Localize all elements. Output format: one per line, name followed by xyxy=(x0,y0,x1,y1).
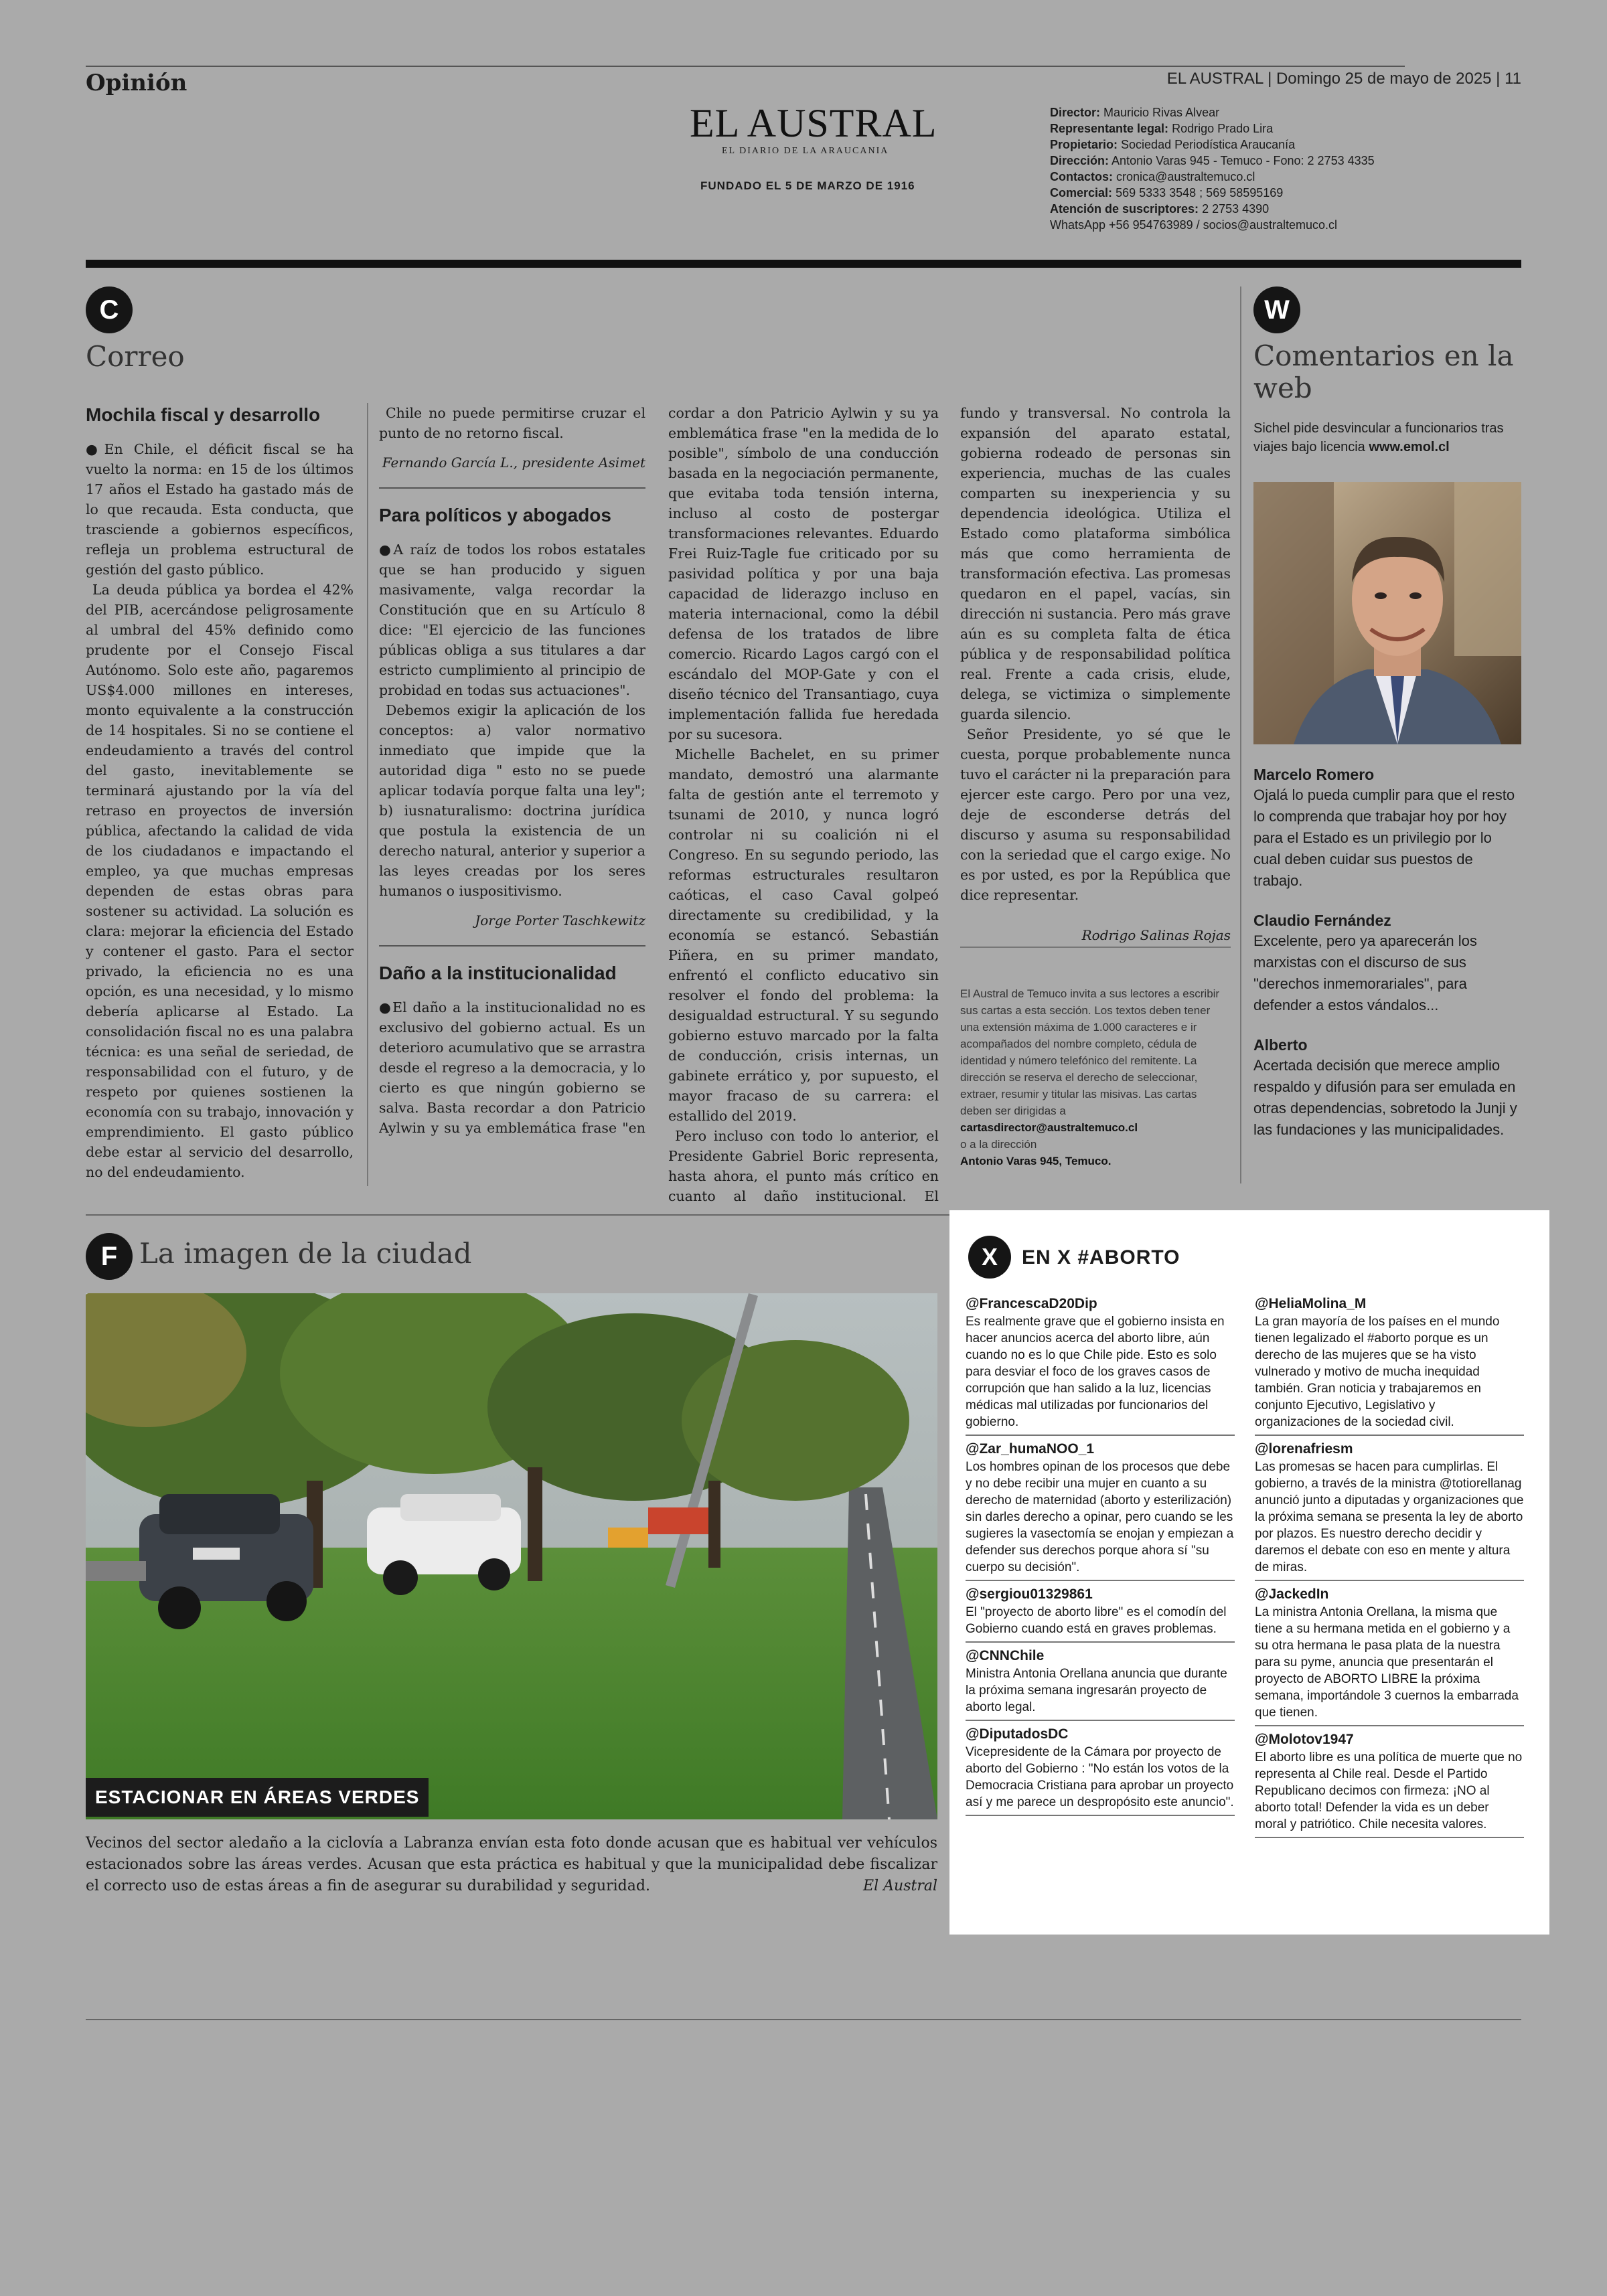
comment-text: Excelente, pero ya aparecerán los marxistas con el discurso de sus "derechos inmemorariales", para defender a estos vándalos... xyxy=(1253,932,1477,1013)
letter-paragraph: Michelle Bachelet, en su primer mandato, demostró una alarmante falta de gestión ante el terremoto y tsunami de 2010, y nunca logró controlar ni su coalición ni el Congreso. En su segundo periodo, las reformas estructurales resultaron caóticas, el caso Caval golpeó directamente su credibilidad, y la economía se estancó. Sebastián Piñera, en su primer mandato, enfrentó el conflicto educativo sin resolver el fondo del problema: la desigualdad estructural. Y su segundo gobierno estuvo marcado por la falta de conducción, crisis internas, un gabinete errático y, por supuesto, el mayor fracaso de su carrera: el estallido del 2019. xyxy=(668,746,939,1124)
tweet-handle[interactable]: @CNNChile xyxy=(966,1648,1045,1663)
letter-signature: Jorge Porter Taschkewitz xyxy=(475,912,645,928)
commenter-name: Alberto xyxy=(1253,1036,1308,1054)
web-subtitle: Sichel pide desvincular a funcionarios tras viajes bajo licencia www.emol.cl xyxy=(1253,421,1504,455)
tweet-text: La ministra Antonia Orellana, la misma que tiene a su hermana metida en el gobierno y a su otra hermana le pasa plata de la nuestra para su pyme, anuncia que presentarán el proyecto de ABORTO LIBRE la próxima semana, importándole 3 cuernos la embarrada que tienen. xyxy=(1255,1605,1519,1720)
letter-signature: Fernando García L., presidente Asimet xyxy=(382,455,645,471)
logo-subtitle: EL DIARIO DE LA ARAUCANIA xyxy=(722,146,889,156)
tweet xyxy=(966,1643,1235,1721)
correo-title: Correo xyxy=(86,340,185,373)
staff-line: Atención de suscriptores: 2 2753 4390 xyxy=(1050,202,1270,216)
city-badge: F xyxy=(86,1233,133,1280)
x-badge: X xyxy=(968,1236,1011,1279)
web-badge: W xyxy=(1253,286,1300,333)
x-panel xyxy=(949,1210,1549,1935)
letter-paragraph: Señor Presidente, yo sé que le cuesta, porque probablemente nunca tuvo el carácter ni la preparación para ejercer este cargo. Pero por una vez, deje de esconderse detrás del discurso y asuma su responsabilidad con la seriedad que el cargo exige. No es por usted, es por la República que dice representar. xyxy=(960,726,1231,903)
note-separator xyxy=(960,947,1231,948)
staff-line: Director: Mauricio Rivas Alvear xyxy=(1050,106,1220,119)
commenter-name: Marcelo Romero xyxy=(1253,766,1375,783)
letter-headline: Mochila fiscal y desarrollo xyxy=(86,404,321,425)
section-name: Opinión xyxy=(86,70,187,96)
bottom-rule xyxy=(86,2019,1521,2020)
city-photo xyxy=(86,1293,937,1819)
photo-tag: ESTACIONAR EN ÁREAS VERDES xyxy=(86,1778,429,1817)
tweet-handle[interactable]: @lorenafriesm xyxy=(1255,1441,1353,1457)
photo-caption: Vecinos del sector aledaño a la ciclovía a Labranza envían esta foto donde acusan que es habitual ver vehículos estacionados sobre las áreas verdes. Acusan que esta práctica es habitual y que la municipalidad debe fiscalizar el correcto uso de estas áreas a fin de asegurar su durabilidad y seguridad. El Austral xyxy=(86,1833,937,1897)
tweet xyxy=(966,1436,1235,1581)
tweet-handle[interactable]: @DiputadosDC xyxy=(966,1726,1069,1742)
letter-separator xyxy=(379,945,645,947)
letter-paragraph: Debemos exigir la aplicación de los conceptos: a) valor normativo inmediato que impide que la autoridad diga " esto no se puede aplicar todavía porque falta una ley"; b) iusnaturalismo: doctrina jurídica que postula la existencia de un derecho natural, anterior y superior a las leyes creadas por los seres humanos o iuspositivismo. xyxy=(379,702,645,899)
tweet xyxy=(1255,1436,1524,1581)
letter-column-4 xyxy=(960,403,1231,945)
letter-headline: Para políticos y abogados xyxy=(379,505,611,525)
letter-column-1 xyxy=(86,403,354,1182)
tweet xyxy=(1255,1581,1524,1726)
newspaper-logo: EL AUSTRAL xyxy=(690,101,937,145)
tweet xyxy=(1255,1291,1524,1436)
comment-text: Ojalá lo pueda cumplir para que el resto lo comprenda que trabajar hoy por hoy para el Estado es un privilegio por lo cual deben cuidar sus puestos de trabajo. xyxy=(1253,787,1515,889)
top-rule xyxy=(86,66,1405,67)
tweet-text: Las promesas se hacen para cumplirlas. El gobierno, a través de la ministra @totiorellanag anunció junto a diputadas y organizaciones que la próxima semana se presenta la ley de aborto por plazos. Es nuestro derecho decidir y daremos el debate con eso en mente y altura de miras. xyxy=(1255,1460,1524,1574)
letters-address: Antonio Varas 945, Temuco. xyxy=(960,1155,1112,1167)
correo-badge: C xyxy=(86,286,133,333)
letter-paragraph: cordar a don Patricio Aylwin y su ya emblemática frase "en la medida de lo posible", símbolo de una conducción basada en la negociación permanente, que evitaba toda tensión interna, incluso al costo de postergar transformaciones relevantes. Eduardo Frei Ruiz-Tagle fue criticado por su pasividad política y por una baja capacidad de liderazgo incluso en materia internacional, como la débil defensa de los tratados de libre comercio. Ricardo Lagos cargó con el escándalo del MOP-Gate y con el diseño técnico del Transantiago, cuya implementación fallida fue heredada por su sucesora. xyxy=(668,405,939,742)
letter-paragraph: Pero incluso con todo lo anterior, el Presidente Gabriel Boric representa, hasta ahora, el punto más crítico en cuanto al daño institucional. El xyxy=(668,1128,939,1204)
tweet-handle[interactable]: @JackedIn xyxy=(1255,1586,1329,1602)
letter-paragraph: ●A raíz de todos los robos estatales que se han producido y siguen masivamente, valga recordar la Constitución que en su Artículo 8 dice: "El ejercicio de las funciones públicas obliga a sus titulares a dar estricto cumplimiento al principio de probidad en todas sus actuaciones". xyxy=(379,542,645,698)
letter-paragraph: ●El daño a la institucionalidad no es exclusivo del gobierno actual. Es un deterioro acumulativo que se arrastra desde el regreso a la democracia, y lo cierto es que ningún gobierno se salva. Basta recordar a don Patricio Aylwin y su ya emblemática frase "en xyxy=(379,999,645,1136)
tweet-handle[interactable]: @HeliaMolina_M xyxy=(1255,1296,1367,1311)
tweet-text: Ministra Antonia Orellana anuncia que durante la próxima semana ingresarán proyecto de aborto legal. xyxy=(966,1667,1227,1714)
staff-line: Contactos: cronica@australtemuco.cl xyxy=(1050,170,1255,183)
letters-email: cartasdirector@australtemuco.cl xyxy=(960,1121,1138,1134)
photo-credit: El Austral xyxy=(863,1878,937,1894)
commenter-name: Claudio Fernández xyxy=(1253,912,1391,929)
web-source: www.emol.cl xyxy=(1369,440,1450,455)
tweet xyxy=(966,1581,1235,1643)
web-comments xyxy=(1253,751,1521,1141)
letter-column-2 xyxy=(379,403,645,1138)
tweet xyxy=(966,1291,1235,1436)
column-divider xyxy=(367,403,368,1186)
staff-line: Comercial: 569 5333 3548 ; 569 58595169 xyxy=(1050,186,1284,199)
tweet xyxy=(966,1721,1235,1816)
comment-text: Acertada decisión que merece amplio respaldo y difusión para ser emulada en otras dependencias, sobretodo la Junji y las fundaciones y las municipalidades. xyxy=(1253,1057,1517,1138)
tweet-text: Los hombres opinan de los procesos que debe y no debe recibir una mujer en cuanto a su derecho de maternidad (aborto y esterilización) sin darles derecho a opinar, pero cuando se les sugieres la vasectomía se enojan y empiezan a defender sus derechos porque ahora sí "su cuerpo su decisión". xyxy=(966,1460,1234,1574)
letter-paragraph: La deuda pública ya bordea el 42% del PIB, acercándose peligrosamente al umbral del 45% definido como prudente por el Consejo Fiscal Autónomo. Solo este año, pagaremos US$4.000 millones en intereses, monto equivalente a la construcción de 14 hospitales. Si no se contiene el endeudamiento a través del control del gasto, inevitablemente se terminará ajustando por la vía del retraso en proyectos de inversión pública, afectando la calidad de vida de los ciudadanos e impactando el empleo, ya que muchas empresas dependen de estas obras para sostener su actividad. La solución es clara: mejorar la eficiencia del Estado y contener el gasto. Para el sector privado, la eficiencia no es una opción, es una necesidad, y lo mismo debería aplicarse al Estado. La consolidación fiscal no es una palabra técnica: es una señal de seriedad, de responsabilidad con el futuro, y de respeto por quienes sostienen la economía con su trabajo, innovación y emprendimiento. El gasto público debe estar al servicio del desarrollo, no del endeudamiento. xyxy=(86,582,354,1180)
tweet-text: Es realmente grave que el gobierno insista en hacer anuncios acerca del aborto libre, aún cuando no es lo que Chile pide. Esto es solo para desviar el foco de los graves casos de corrupción que han salido a la luz, licencias médicas mal utilizadas por funcionarios del gobierno. xyxy=(966,1315,1225,1429)
staff-box xyxy=(1050,104,1375,233)
tweet-handle[interactable]: @sergiou01329861 xyxy=(966,1586,1093,1602)
portrait-photo xyxy=(1253,482,1521,744)
web-title: Comentarios en la web xyxy=(1253,339,1514,404)
tweet xyxy=(1255,1726,1524,1838)
tweet-text: El "proyecto de aborto libre" es el comodín del Gobierno cuando está en graves problemas. xyxy=(966,1605,1227,1636)
staff-line: WhatsApp +56 954763989 / socios@australtemuco.cl xyxy=(1050,218,1338,232)
tweet-text: El aborto libre es una política de muerte que no representa al Chile real. Desde el Partido Republicano decimos con firmeza: ¡NO al aborto total! Defender la vida es un deber moral y patriótico. Chile necesita valores. xyxy=(1255,1750,1523,1831)
founded-line: FUNDADO EL 5 DE MARZO DE 1916 xyxy=(700,179,915,192)
letter-signature: Rodrigo Salinas Rojas xyxy=(1081,927,1231,943)
x-column-left xyxy=(966,1291,1235,1816)
date-line: EL AUSTRAL | Domingo 25 de mayo de 2025 | 11 xyxy=(1166,70,1521,88)
letter-paragraph: Chile no puede permitirse cruzar el punto de no retorno fiscal. xyxy=(379,405,645,441)
tweet-handle[interactable]: @Molotov1947 xyxy=(1255,1732,1354,1747)
tweet-handle[interactable]: @Zar_humaNOO_1 xyxy=(966,1441,1095,1457)
letter-separator xyxy=(379,487,645,489)
letter-headline: Daño a la institucionalidad xyxy=(379,963,617,983)
tweet-text: Vicepresidente de la Cámara por proyecto de aborto del Gobierno : "No están los votos de la Democracia Cristiana para aprobar un proyecto así y me parece un despropósito este anuncio". xyxy=(966,1745,1234,1809)
staff-line: Propietario: Sociedad Periodística Araucanía xyxy=(1050,138,1296,151)
x-column-right xyxy=(1255,1291,1524,1838)
tweet-text: La gran mayoría de los países en el mundo tienen legalizado el #aborto porque es un derecho de las mujeres que se ha visto vulnerado y motivo de mucha inequidad también. Gran noticia y trabajaremos en conjunto Ejecutivo, Legislativo y organizaciones de la sociedad civil. xyxy=(1255,1315,1500,1429)
city-title: La imagen de la ciudad xyxy=(139,1237,472,1270)
tweet-handle[interactable]: @FrancescaD20Dip xyxy=(966,1296,1097,1311)
staff-line: Dirección: Antonio Varas 945 - Temuco - Fono: 2 2753 4335 xyxy=(1050,154,1375,167)
letter-column-3 xyxy=(668,403,939,1206)
letters-note: El Austral de Temuco invita a sus lectores a escribir sus cartas a esta sección. Los textos deben tener una extensión máxima de 1.000 caracteres e ir acompañados del nombre completo, cédula de identidad y número telefónico del remitente. La dirección se reserva el derecho de seleccionar, extraer, resumir y titular las misivas. Las cartas deben ser dirigidas a cartasdirector@australtemuco.cl o a la dirección Antonio Varas 945, Temuco. xyxy=(960,987,1220,1167)
column-divider xyxy=(1240,286,1241,1183)
letter-paragraph: ●En Chile, el déficit fiscal se ha vuelto la norma: en 15 de los últimos 17 años el Estado ha gastado más de lo que recauda. Esta conducta, que trasciende a gobiernos específicos, refleja un problema estructural de gestión del gasto público. xyxy=(86,441,354,578)
masthead-thick-rule xyxy=(86,260,1521,268)
letter-paragraph: fundo y transversal. No controla la expansión del aparato estatal, gobierna rodeado de personas sin experiencia, muchas de las cuales comparten su inexperiencia y su dependencia ideológica. Utiliza el Estado como plataforma simbólica más que como herramienta de transformación efectiva. Las promesas quedaron en el papel, vacías, sin dirección ni sustancia. Pero más grave aún es su completa falta de ética pública y de responsabilidad política real. Frente a cada crisis, elude, delega, se victimiza o simplemente guarda silencio. xyxy=(960,405,1231,722)
x-title: EN X #ABORTO xyxy=(1022,1246,1180,1268)
staff-line: Representante legal: Rodrigo Prado Lira xyxy=(1050,122,1274,135)
